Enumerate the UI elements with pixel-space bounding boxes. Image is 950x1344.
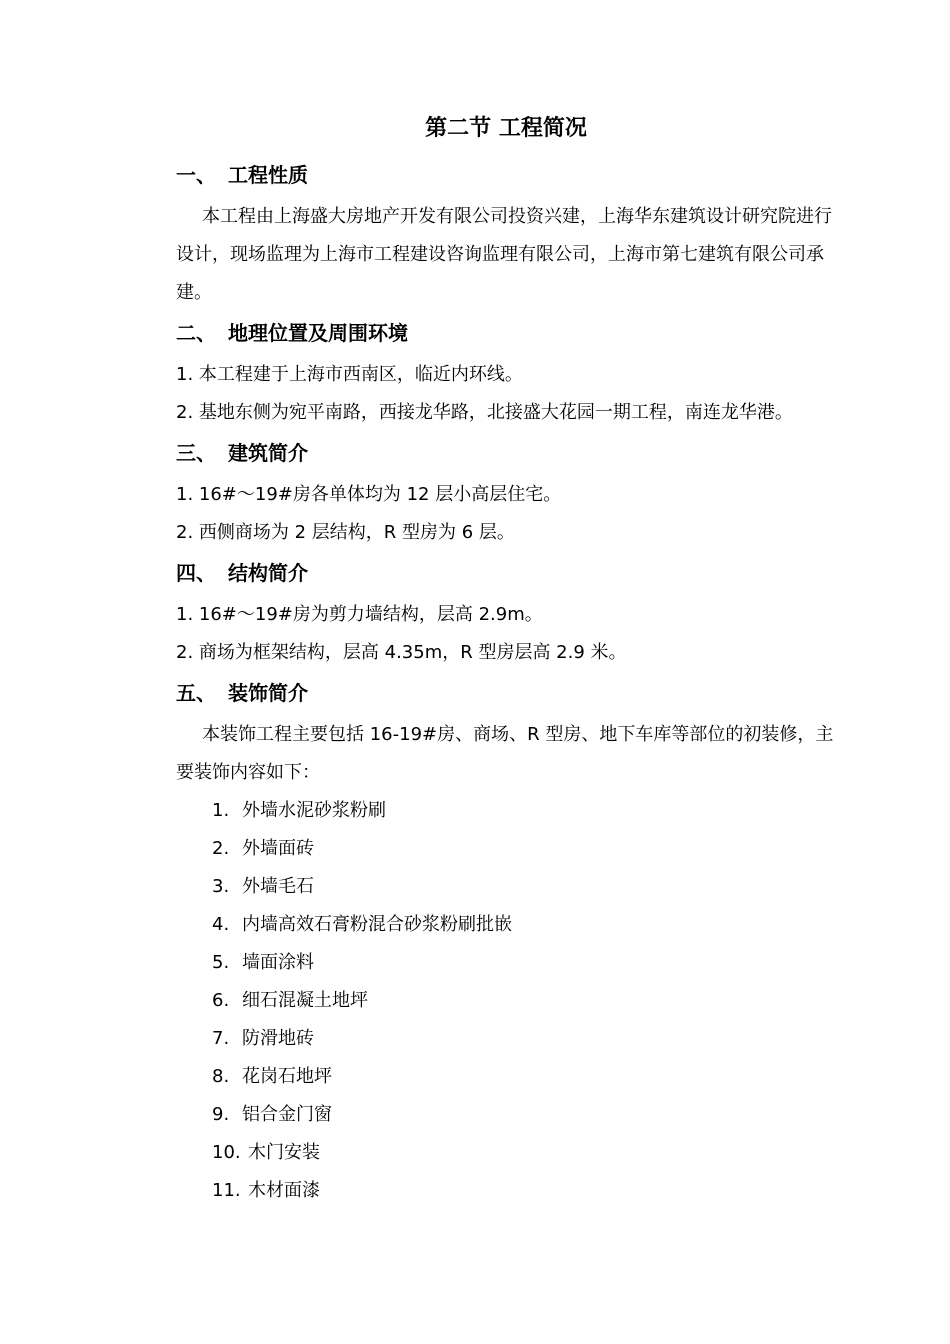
section-number: 一、 bbox=[176, 163, 216, 187]
section-heading-structure bbox=[176, 558, 308, 588]
section-title: 建筑简介 bbox=[228, 441, 308, 465]
list-item: 2. 基地东侧为宛平南路，西接龙华路，北接盛大花园一期工程，南连龙华港。 bbox=[176, 402, 793, 423]
list-item: 9. 铝合金门窗 bbox=[212, 1104, 332, 1125]
list-item: 11. 木材面漆 bbox=[212, 1180, 320, 1201]
list-item: 1. 本工程建于上海市西南区，临近内环线。 bbox=[176, 364, 523, 385]
list-item: 1. 16#～19#房各单体均为 12 层小高层住宅。 bbox=[176, 484, 562, 505]
list-item: 2. 西侧商场为 2 层结构，R 型房为 6 层。 bbox=[176, 522, 515, 543]
list-item: 1. 16#～19#房为剪力墙结构，层高 2.9m。 bbox=[176, 604, 543, 625]
section-title: 工程性质 bbox=[228, 163, 308, 187]
list-item: 7. 防滑地砖 bbox=[212, 1028, 314, 1049]
section-heading-architecture bbox=[176, 438, 308, 468]
section-number: 五、 bbox=[176, 681, 216, 705]
list-item: 2. 商场为框架结构，层高 4.35m，R 型房层高 2.9 米。 bbox=[176, 642, 627, 663]
section-title: 地理位置及周围环境 bbox=[228, 321, 408, 345]
list-item: 6. 细石混凝土地坪 bbox=[212, 990, 368, 1011]
section-title: 装饰简介 bbox=[228, 681, 308, 705]
list-item: 8. 花岗石地坪 bbox=[212, 1066, 332, 1087]
page-title: 第二节 工程简况 bbox=[425, 116, 587, 141]
list-item: 3. 外墙毛石 bbox=[212, 876, 314, 897]
section-paragraph-nature: 本工程由上海盛大房地产开发有限公司投资兴建，上海华东建筑设计研究院进行设计，现场监理为上海市工程建设咨询监理有限公司，上海市第七建筑有限公司承建。 bbox=[176, 206, 832, 303]
section-heading-location bbox=[176, 318, 408, 348]
section-heading-decoration bbox=[176, 678, 308, 708]
section-title: 结构简介 bbox=[228, 561, 308, 585]
section-number: 二、 bbox=[176, 321, 216, 345]
list-item: 2. 外墙面砖 bbox=[212, 838, 314, 859]
section-heading-nature bbox=[176, 160, 308, 190]
list-item: 10. 木门安装 bbox=[212, 1142, 320, 1163]
section-number: 四、 bbox=[176, 561, 216, 585]
section-paragraph-decoration: 本装饰工程主要包括 16-19#房、商场、R 型房、地下车库等部位的初装修，主要装饰内容如下： bbox=[176, 724, 834, 783]
list-item: 5. 墙面涂料 bbox=[212, 952, 314, 973]
list-item: 1. 外墙水泥砂浆粉刷 bbox=[212, 800, 386, 821]
list-item: 4. 内墙高效石膏粉混合砂浆粉刷批嵌 bbox=[212, 914, 512, 935]
section-number: 三、 bbox=[176, 441, 216, 465]
